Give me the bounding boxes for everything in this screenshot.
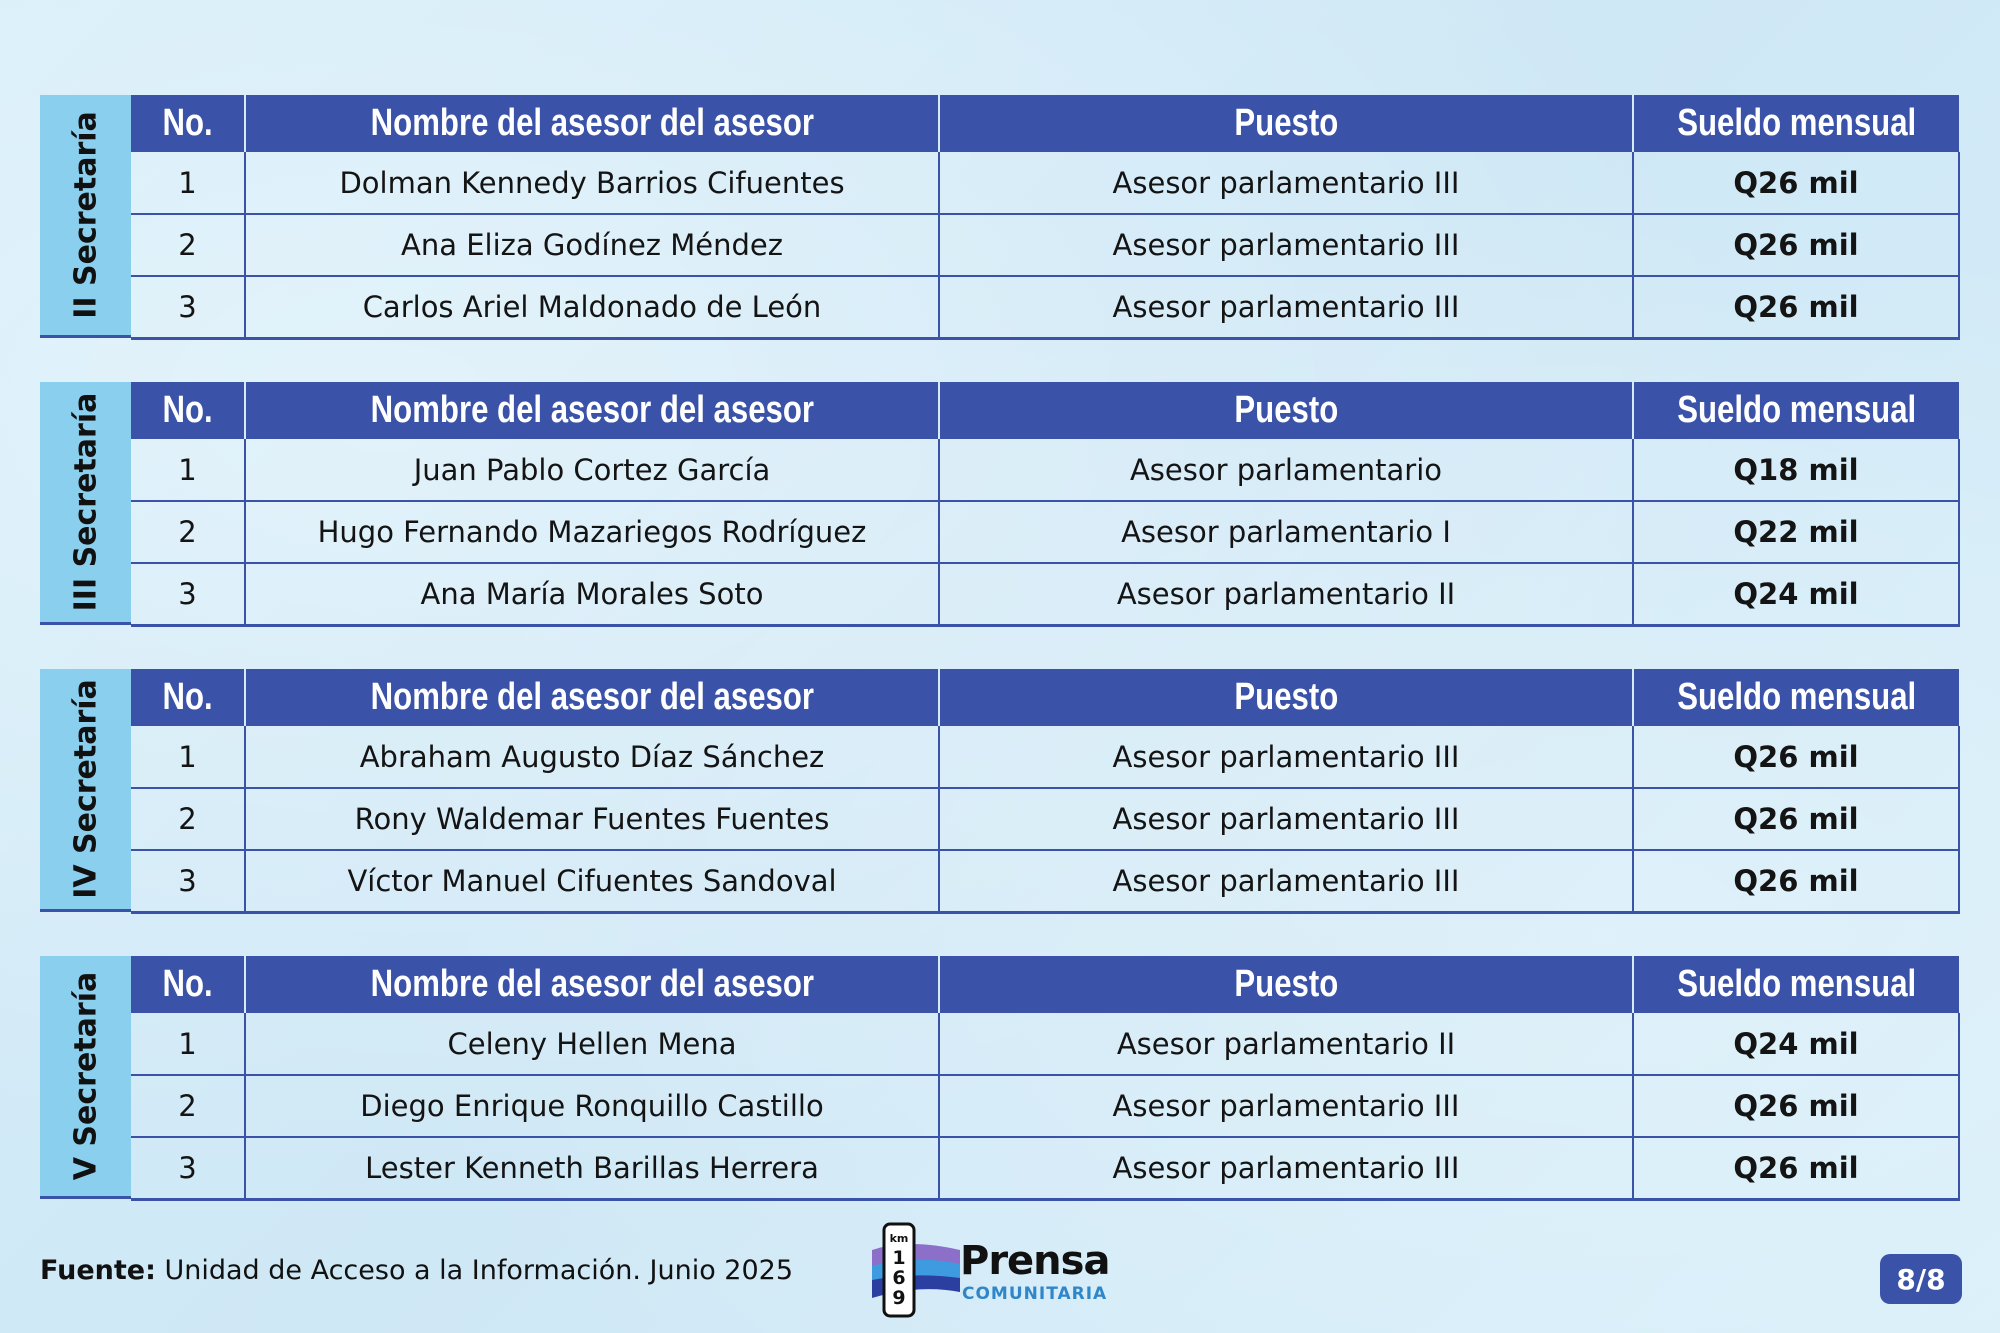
header-no: No. — [131, 669, 245, 726]
cell-puesto: Asesor parlamentario I — [939, 501, 1633, 563]
header-no: No. — [131, 95, 245, 152]
section-label-text: III Secretaría — [68, 392, 103, 612]
cell-name: Rony Waldemar Fuentes Fuentes — [245, 788, 939, 850]
cell-puesto: Asesor parlamentario III — [939, 152, 1633, 214]
table-header-row — [131, 956, 1959, 1013]
cell-no: 2 — [131, 501, 245, 563]
section-label-text: IV Secretaría — [68, 679, 103, 899]
cell-sueldo: Q24 mil — [1633, 563, 1959, 625]
section-label-text: V Secretaría — [68, 971, 103, 1181]
table-row — [131, 1013, 1959, 1075]
section-ii-secretaria — [40, 95, 1960, 338]
cell-no: 2 — [131, 1075, 245, 1137]
advisors-table — [131, 382, 1960, 627]
advisors-table — [131, 669, 1960, 914]
cell-puesto: Asesor parlamentario III — [939, 850, 1633, 912]
section-label — [40, 382, 131, 625]
cell-no: 1 — [131, 439, 245, 501]
header-puesto: Puesto — [939, 95, 1633, 152]
header-no: No. — [131, 956, 245, 1013]
cell-no: 1 — [131, 152, 245, 214]
section-label — [40, 95, 131, 338]
source-note — [40, 1255, 793, 1286]
table-row — [131, 1075, 1959, 1137]
section-iv-secretaria — [40, 669, 1960, 912]
advisors-table — [131, 95, 1960, 340]
section-label — [40, 956, 131, 1199]
cell-name: Carlos Ariel Maldonado de León — [245, 276, 939, 338]
cell-sueldo: Q22 mil — [1633, 501, 1959, 563]
cell-no: 1 — [131, 1013, 245, 1075]
table-row — [131, 1137, 1959, 1199]
table-row — [131, 214, 1959, 276]
cell-name: Lester Kenneth Barillas Herrera — [245, 1137, 939, 1199]
section-label — [40, 669, 131, 912]
table-row — [131, 501, 1959, 563]
cell-puesto: Asesor parlamentario III — [939, 276, 1633, 338]
logo-name: Prensa — [960, 1238, 1110, 1284]
cell-name: Ana María Morales Soto — [245, 563, 939, 625]
cell-puesto: Asesor parlamentario III — [939, 1075, 1633, 1137]
cell-sueldo: Q26 mil — [1633, 276, 1959, 338]
logo-subtitle: COMUNITARIA — [962, 1284, 1108, 1304]
cell-name: Dolman Kennedy Barrios Cifuentes — [245, 152, 939, 214]
cell-name: Celeny Hellen Mena — [245, 1013, 939, 1075]
km-marker-icon — [868, 1220, 968, 1320]
cell-no: 2 — [131, 788, 245, 850]
header-name: Nombre del asesor del asesor — [245, 956, 939, 1013]
cell-puesto: Asesor parlamentario — [939, 439, 1633, 501]
table-row — [131, 788, 1959, 850]
cell-puesto: Asesor parlamentario III — [939, 214, 1633, 276]
cell-puesto: Asesor parlamentario III — [939, 788, 1633, 850]
cell-no: 1 — [131, 726, 245, 788]
cell-name: Diego Enrique Ronquillo Castillo — [245, 1075, 939, 1137]
cell-sueldo: Q26 mil — [1633, 850, 1959, 912]
section-v-secretaria — [40, 956, 1960, 1199]
advisors-table — [131, 956, 1960, 1201]
cell-puesto: Asesor parlamentario II — [939, 563, 1633, 625]
header-name: Nombre del asesor del asesor — [245, 669, 939, 726]
header-name: Nombre del asesor del asesor — [245, 382, 939, 439]
source-text: Unidad de Acceso a la Información. Junio 2025 — [164, 1255, 794, 1286]
cell-puesto: Asesor parlamentario III — [939, 1137, 1633, 1199]
header-sueldo: Sueldo mensual — [1633, 382, 1959, 439]
header-puesto: Puesto — [939, 382, 1633, 439]
table-header-row — [131, 95, 1959, 152]
cell-name: Hugo Fernando Mazariegos Rodríguez — [245, 501, 939, 563]
cell-sueldo: Q26 mil — [1633, 726, 1959, 788]
section-label-text: II Secretaría — [68, 111, 103, 319]
km-number: 169 — [892, 1247, 906, 1309]
cell-sueldo: Q18 mil — [1633, 439, 1959, 501]
table-header-row — [131, 382, 1959, 439]
table-row — [131, 276, 1959, 338]
prensa-comunitaria-logo — [868, 1220, 1138, 1320]
cell-sueldo: Q26 mil — [1633, 1075, 1959, 1137]
cell-no: 3 — [131, 1137, 245, 1199]
table-header-row — [131, 669, 1959, 726]
cell-no: 3 — [131, 850, 245, 912]
svg-text:km: km — [889, 1232, 909, 1245]
source-label: Fuente: — [40, 1255, 156, 1286]
section-iii-secretaria — [40, 382, 1960, 625]
cell-no: 2 — [131, 214, 245, 276]
header-sueldo: Sueldo mensual — [1633, 956, 1959, 1013]
page-indicator: 8/8 — [1880, 1254, 1962, 1304]
table-row — [131, 850, 1959, 912]
header-name: Nombre del asesor del asesor — [245, 95, 939, 152]
cell-name: Víctor Manuel Cifuentes Sandoval — [245, 850, 939, 912]
header-puesto: Puesto — [939, 669, 1633, 726]
cell-sueldo: Q26 mil — [1633, 152, 1959, 214]
header-sueldo: Sueldo mensual — [1633, 95, 1959, 152]
cell-no: 3 — [131, 276, 245, 338]
cell-name: Ana Eliza Godínez Méndez — [245, 214, 939, 276]
cell-name: Juan Pablo Cortez García — [245, 439, 939, 501]
cell-no: 3 — [131, 563, 245, 625]
table-row — [131, 439, 1959, 501]
cell-puesto: Asesor parlamentario III — [939, 726, 1633, 788]
table-row — [131, 726, 1959, 788]
table-row — [131, 563, 1959, 625]
cell-sueldo: Q26 mil — [1633, 788, 1959, 850]
cell-sueldo: Q24 mil — [1633, 1013, 1959, 1075]
cell-name: Abraham Augusto Díaz Sánchez — [245, 726, 939, 788]
cell-sueldo: Q26 mil — [1633, 1137, 1959, 1199]
cell-puesto: Asesor parlamentario II — [939, 1013, 1633, 1075]
header-no: No. — [131, 382, 245, 439]
table-row — [131, 152, 1959, 214]
header-sueldo: Sueldo mensual — [1633, 669, 1959, 726]
header-puesto: Puesto — [939, 956, 1633, 1013]
cell-sueldo: Q26 mil — [1633, 214, 1959, 276]
